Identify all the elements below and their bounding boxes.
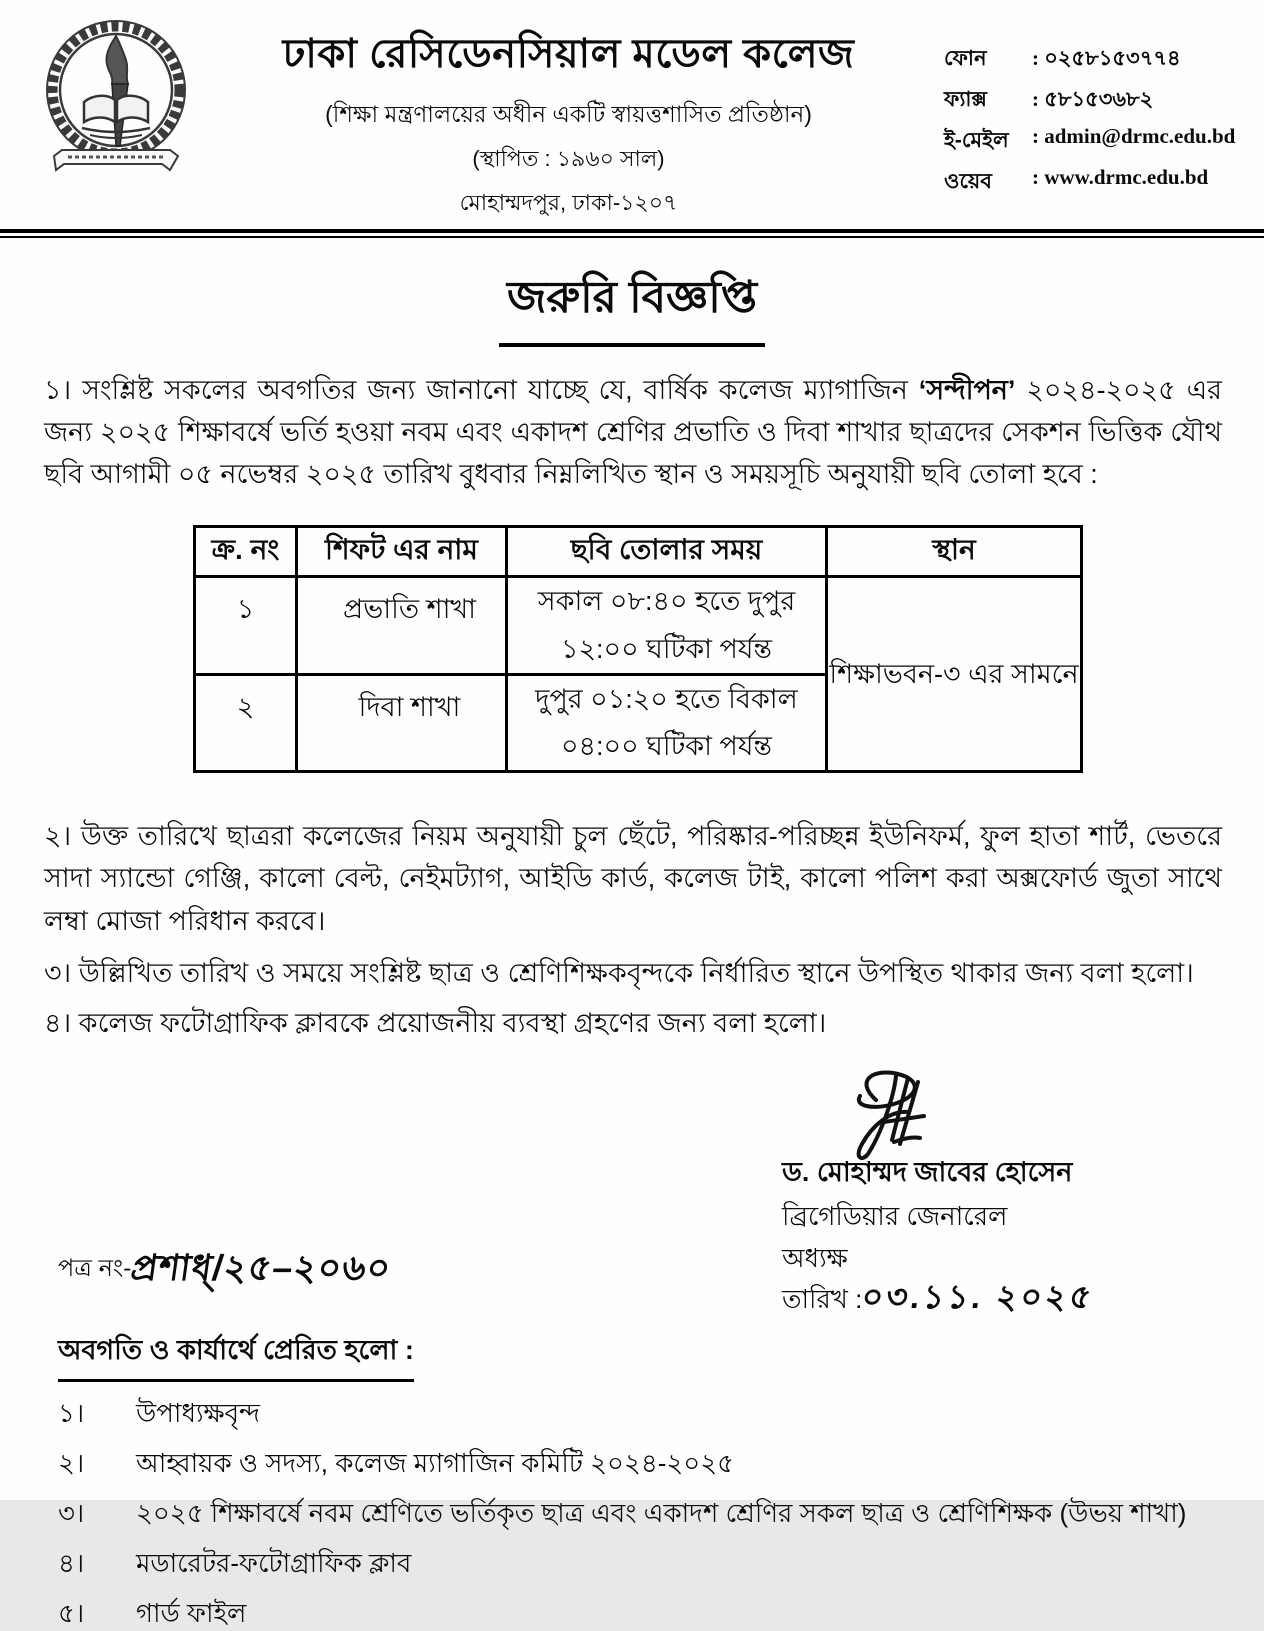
ref-label: পত্র নং- [58,1254,132,1282]
phone-label: ফোন [944,47,987,70]
cell-serial-2: ২ [195,674,297,772]
list-item [58,1446,1264,1481]
cell-location: শিক্ষাভবন-৩ এর সামনে [827,577,1082,772]
college-subtitle-2: (স্থাপিত : ১৯৬০ সাল) [472,146,665,171]
item-number: ১। [58,1397,85,1428]
item-number: ৪। [58,1548,85,1579]
cell-shift-1: প্রভাতি শাখা [297,577,507,675]
item-text: ২০২৫ শিক্ষাবর্ষে নবম শ্রেণিতে ভর্তিকৃত ছাত্র এবং একাদশ শ্রেণির সকল ছাত্র ও শ্রেণিশিক্ষক (উভয় শাখা) [136,1498,1187,1529]
cell-time-1: সকাল ০৮:৪০ হতে দুপুর ১২:০০ ঘটিকা পর্যন্ত [507,577,827,675]
header-serial: ক্র. নং [195,527,297,577]
paragraph-1 [44,369,1222,495]
list-item [58,1396,1264,1431]
contact-row-fax [944,83,1236,118]
list-item [58,1496,1264,1531]
cell-time-2: দুপুর ০১:২০ হতে বিকাল ০৪:০০ ঘটিকা পর্যন্ত [507,674,827,772]
cell-serial-1: ১ [195,577,297,675]
signatory-block [782,1154,1097,1318]
item-number: ৩। [58,1498,85,1529]
book-right-page [117,96,148,122]
header-divider [0,229,1264,238]
item-text: উপাধ্যক্ষবৃন্দ [136,1397,260,1428]
college-name: ঢাকা রেসিডেনসিয়াল মডেল কলেজ [282,32,855,76]
header-time: ছবি তোলার সময় [507,527,827,577]
item-number: ২। [58,1447,85,1478]
header-center [193,14,944,223]
header-location: স্থান [827,527,1082,577]
signatory-rank: ব্রিগেডিয়ার জেনারেল [782,1200,1008,1231]
college-emblem-icon [48,18,190,180]
notice-title: জরুরি বিজ্ঞপ্তি [499,264,765,347]
web-value: : www.drmc.edu.bd [1032,165,1209,189]
signature-scribble-icon [824,1066,954,1166]
signature-area [0,1062,1264,1330]
contact-row-email [944,124,1236,159]
fax-label: ফ্যাক্স [944,88,987,111]
date-label: তারিখ : [782,1284,863,1315]
magazine-name: ‘সন্দীপন’ [918,375,1016,405]
paragraph-4: ৪। কলেজ ফটোগ্রাফিক ক্লাবকে প্রয়োজনীয় ব্যবস্থা গ্রহণের জন্য বলা হলো। [44,1007,827,1038]
web-label: ওয়েব [944,170,992,193]
paragraph-1-prefix: ১। সংশ্লিষ্ট সকলের অবগতির জন্য জানানো যাচ্ছে যে, বার্ষিক কলেজ ম্যাগাজিন [44,375,919,405]
item-text: গার্ড ফাইল [136,1598,247,1629]
phone-value: : ০২৫৮১৫৩৭৭৪ [1032,46,1181,70]
ribbon-banner [54,150,178,170]
table-header-row [195,527,1082,577]
distribution-section [58,1330,1264,1631]
list-item [58,1546,1264,1581]
signatory-name: ড. মোহাম্মদ জাবের হোসেন [782,1156,1073,1187]
item-text: মডারেটর-ফটোগ্রাফিক ক্লাব [136,1548,412,1579]
table-row-morning-shift [195,577,1082,675]
distribution-heading: অবগতি ও কার্যার্থে প্রেরিত হলো : [58,1330,414,1382]
item-text: আহ্বায়ক ও সদস্য, কলেজ ম্যাগাজিন কমিটি ২০২৪-২০২৫ [136,1447,734,1478]
email-value: : admin@drmc.edu.bd [1032,124,1236,148]
signatory-designation: অধ্যক্ষ [782,1243,848,1274]
book-left-page [84,96,115,122]
date-value-handwritten: ০৩.১১. ২০২৫ [859,1278,1097,1316]
contact-block [944,14,1236,206]
college-logo [48,18,193,185]
cell-shift-2: দিবা শাখা [297,674,507,772]
date-line [782,1278,1097,1317]
item-number: ৫। [58,1598,85,1629]
list-item [58,1596,1264,1631]
paragraph-3: ৩। উল্লিখিত তারিখ ও সময়ে সংশ্লিষ্ট ছাত্র ও শ্রেণিশিক্ষকবৃন্দকে নির্ধারিত স্থানে উপস্থিত থাকার জন্য বলা হলো। [44,957,1194,988]
ref-value-handwritten: প্রশাধ্/২৫–২০৬০ [128,1246,395,1288]
college-address: মোহাম্মদপুর, ঢাকা-১২০৭ [459,190,678,215]
email-label: ই-মেইল [944,129,1009,152]
flame-shape [106,36,128,84]
contact-row-web [944,165,1236,200]
header-shift: শিফট এর নাম [297,527,507,577]
photo-schedule-table [193,525,1083,773]
college-subtitle-1: (শিক্ষা মন্ত্রণালয়ের অধীন একটি স্বায়ত্তশাসিত প্রতিষ্ঠান) [325,101,812,127]
contact-row-phone [944,42,1236,77]
paragraph-2: ২। উক্ত তারিখে ছাত্ররা কলেজের নিয়ম অনুযায়ী চুল ছেঁটে, পরিষ্কার-পরিচ্ছন্ন ইউনিফর্ম, ফুল হাতা শার্ট, ভেতরে সাদা স্যান্ডো গেঞ্জি, কালো বেল্ট, নেইমট্যাগ, আইডি কার্ড, কলেজ টাই, কালো পলিশ করা অক্সফোর্ড জুতা সাথে লম্বা মোজা পরিধান করবে। [44,821,1222,936]
reference-number-line [58,1246,395,1290]
fax-value: : ৫৮১৫৩৬৮২ [1032,87,1154,111]
letterhead [0,0,1264,223]
paragraph-1-suffix: ২০২৪-২০২৫ এর জন্য ২০২৫ শিক্ষাবর্ষে ভর্তি হওয়া নবম এবং একাদশ শ্রেণির প্রভাতি ও দিবা শাখার ছাত্রদের সেকশন ভিত্তিক যৌথ ছবি আগামী ০৫ নভেম্বর ২০২৫ তারিখ বুধবার নিম্নলিখিত স্থান ও সময়সূচি অনুযায়ী ছবি তোলা হবে : [44,375,1222,490]
distribution-list [58,1396,1264,1631]
